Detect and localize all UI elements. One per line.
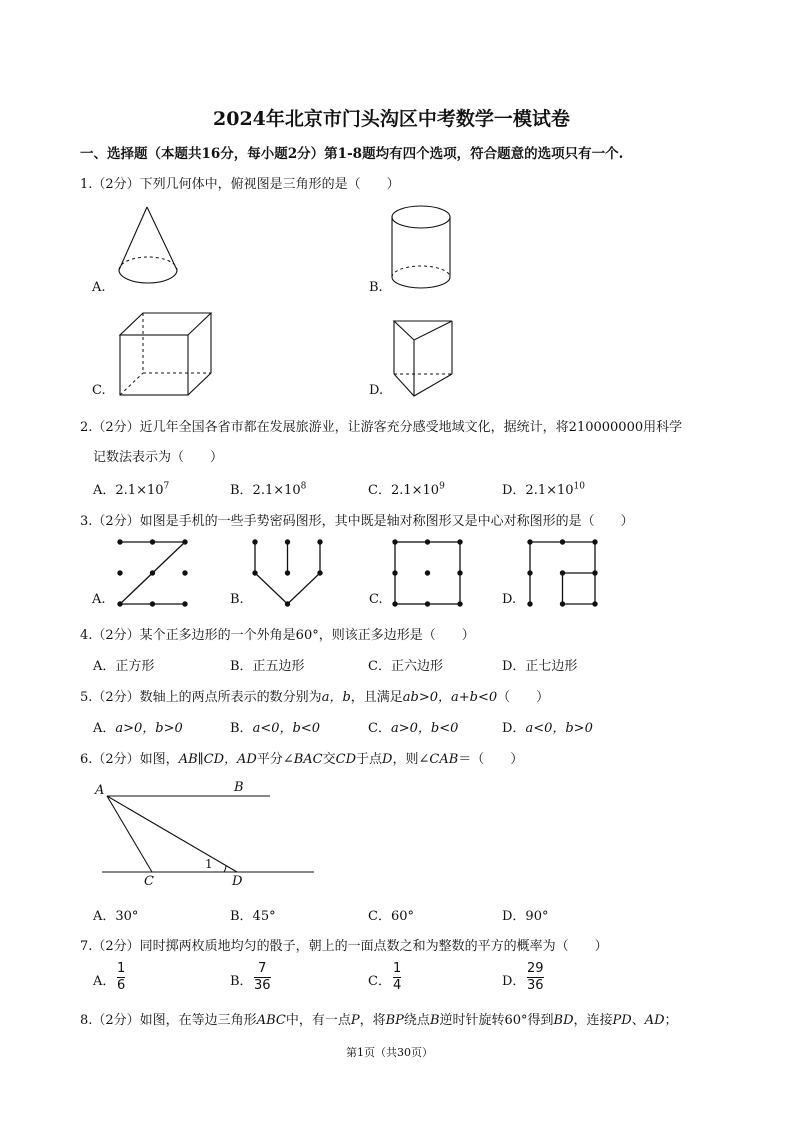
q7-option-d-fraction: 29 36 (527, 961, 544, 993)
q2-option-b: B．$2.1\times 10^8$ (230, 481, 307, 498)
q6-angle-label: 1 (205, 857, 213, 871)
q2-stem-line1: 2.（2分）近几年全国各省市都在发展旅游业，让游客充分感受地域文化，据统计，将210000000用科学 (80, 420, 683, 435)
q3-label-c: C. (369, 592, 383, 607)
gesture-pattern-b-icon (250, 537, 330, 612)
q6-option-b: B．45° (230, 909, 276, 924)
q7-option-a-label: A． (93, 974, 116, 989)
q3-label-a: A. (92, 592, 106, 607)
q4-option-c: C．正六边形 (368, 659, 443, 674)
cube-icon (118, 312, 228, 402)
q6-option-a: A．30° (93, 909, 139, 924)
q7-option-c-fraction: 1 4 (393, 961, 402, 993)
q4-option-d: D．正七边形 (502, 659, 578, 674)
q5-option-d: D．a<0，b>0 (502, 721, 593, 736)
q7-option-b-fraction: 7 36 (254, 961, 271, 993)
q1-label-a: A. (92, 280, 106, 295)
q6-geometry-figure (92, 780, 322, 890)
q1-label-c: C. (92, 383, 106, 398)
cylinder-icon (391, 205, 471, 305)
q1-label-b: B. (369, 280, 383, 295)
triangular-prism-icon (390, 318, 480, 408)
q2-option-a: A．$2.1\times 10^7$ (93, 481, 170, 498)
q7-option-a-fraction: 1 6 (117, 961, 126, 993)
q3-stem: 3.（2分）如图是手机的一些手势密码图形，其中既是轴对称图形又是中心对称图形的是（ ） (80, 514, 634, 529)
q7-option-b-label: B． (230, 974, 253, 989)
q6-label-d: D (232, 874, 243, 889)
q1-stem: 1.（2分）下列几何体中，俯视图是三角形的是（ ） (80, 177, 400, 192)
q7-option-c-label: C． (368, 974, 391, 989)
page-title: 2024年北京市门头沟区中考数学一模试卷 (213, 108, 570, 130)
q5-option-c: C．a>0，b<0 (368, 721, 459, 736)
cone-icon (112, 202, 202, 302)
q2-option-d: D．$2.1\times 10^{10}$ (502, 481, 585, 498)
q6-option-d: D．90° (502, 909, 549, 924)
gesture-pattern-a-icon (115, 537, 195, 612)
q4-stem: 4.（2分）某个正多边形的一个外角是60°，则该正多边形是（ ） (80, 628, 475, 643)
q6-stem: 6.（2分）如图，AB∥CD，AD平分∠BAC交CD于点D，则∠CAB＝（ ） (80, 752, 524, 767)
q1-label-d: D. (369, 383, 384, 398)
q4-option-b: B．正五边形 (230, 659, 305, 674)
q5-stem: 5.（2分）数轴上的两点所表示的数分别为a，b，且满足ab>0，a+b<0（ ） (80, 690, 550, 705)
q3-label-d: D. (502, 592, 517, 607)
gesture-pattern-d-icon (525, 537, 605, 612)
q3-label-b: B. (230, 592, 244, 607)
q8-stem: 8.（2分）如图，在等边三角形ABC中，有一点P，将BP绕点B逆时针旋转60°得到BD，连接PD、AD； (80, 1013, 678, 1028)
q6-label-c: C (144, 874, 154, 889)
q6-label-b: B (234, 780, 244, 795)
q7-stem: 7.（2分）同时掷两枚质地均匀的骰子，朝上的一面点数之和为整数的平方的概率为（ ） (80, 939, 608, 954)
q2-stem-line2: 记数法表示为（ ） (93, 450, 224, 465)
gesture-pattern-c-icon (390, 537, 470, 612)
q5-option-b: B．a<0，b<0 (230, 721, 320, 736)
q5-option-a: A．a>0，b>0 (93, 721, 183, 736)
page-footer: 第1页（共30页） (346, 1046, 433, 1059)
section-heading: 一、选择题（本题共16分，每小题2分）第1-8题均有四个选项，符合题意的选项只有一个. (80, 146, 624, 162)
q4-option-a: A．正方形 (93, 659, 155, 674)
q2-option-c: C．$2.1\times 10^9$ (368, 481, 445, 498)
q6-option-c: C．60° (368, 909, 414, 924)
q6-label-a: A (95, 783, 105, 798)
q7-option-d-label: D． (502, 974, 526, 989)
